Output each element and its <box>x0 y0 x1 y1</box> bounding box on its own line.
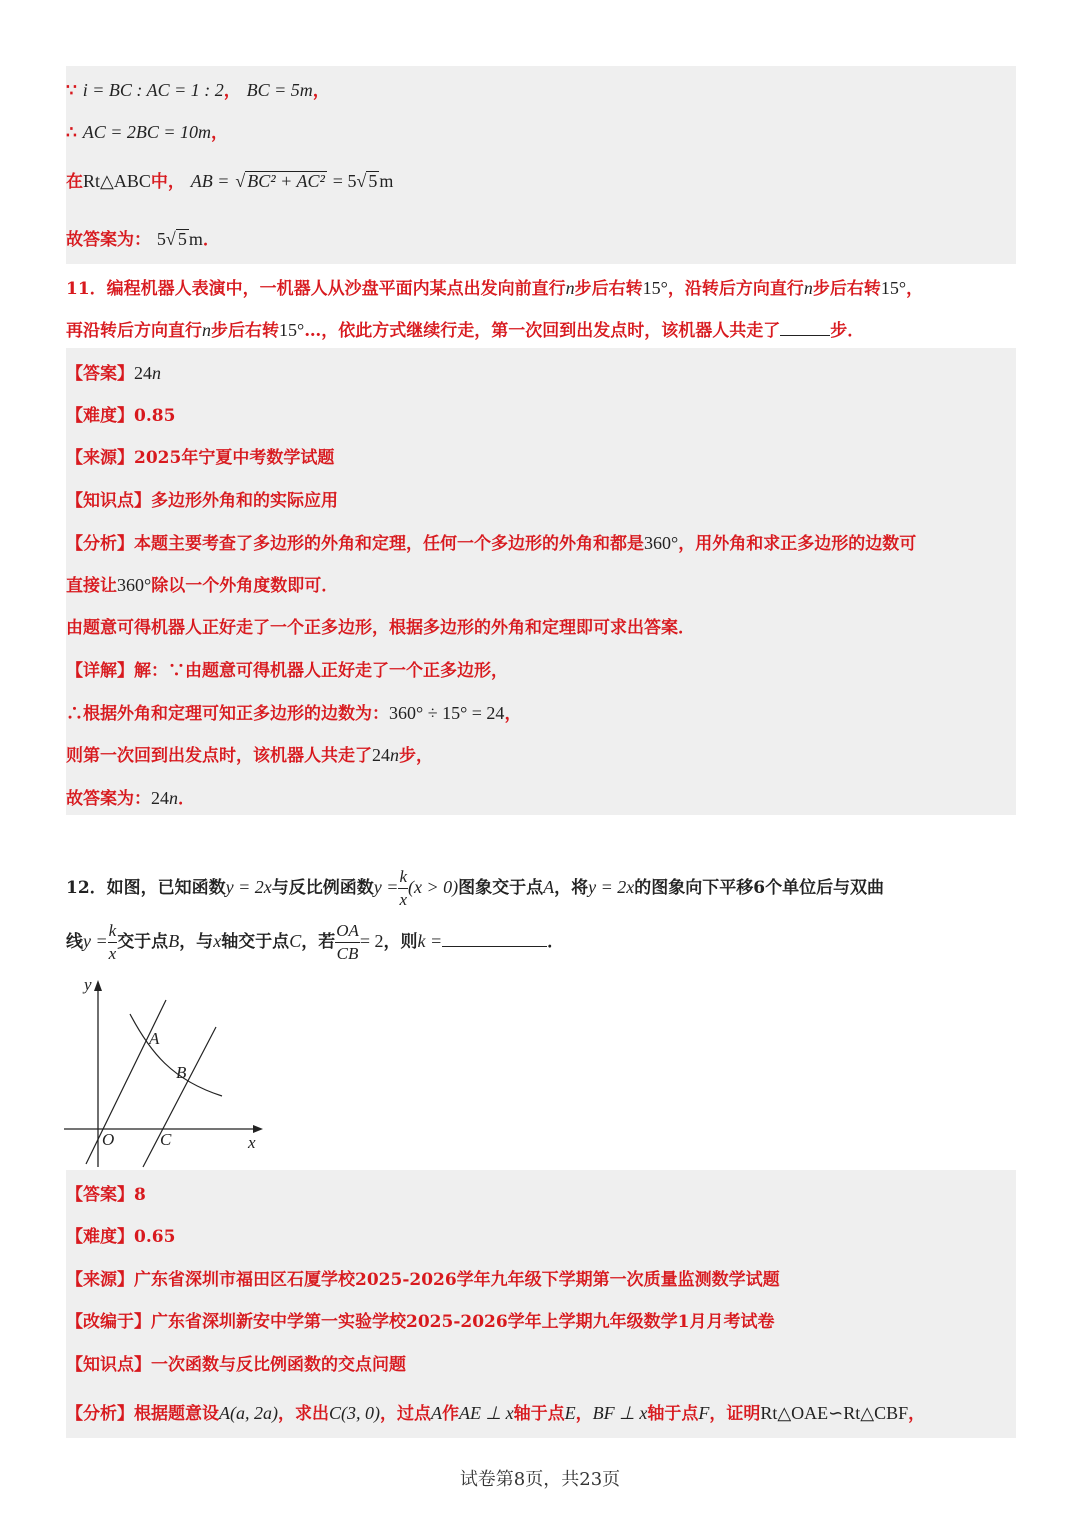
line-shifted <box>143 1027 216 1167</box>
y-axis-arrow <box>94 980 102 991</box>
prev-line-3: 在Rt△ABC中， AB = √ BC² + AC² = 5√ 5 m <box>66 171 394 192</box>
q11-answer: 【答案】24n <box>66 363 161 384</box>
q12-analysis: 【分析】根据题意设A(a, 2a)，求出C(3, 0)，过点A作AE ⊥ x轴于点E，BF ⊥ x轴于点F，证明Rt△OAE∽Rt△CBF， <box>66 1403 926 1424</box>
prev-line-2: ∴ AC = 2BC = 10m， <box>66 122 229 143</box>
q12-adapted-from: 【改编于】广东省深圳新安中学第一实验学校2025-2026学年上学期九年级数学1月月考试卷 <box>66 1312 775 1332</box>
q12-graph-figure <box>60 972 270 1172</box>
q12-fraction-k-over-x-2: $\frac{k}{x}$ <box>108 921 117 963</box>
label-origin: O <box>102 1130 115 1149</box>
q11-analysis-3: 由题意可得机器人正好走了一个正多边形，根据多边形的外角和定理即可求出答案． <box>66 618 695 638</box>
hyperbola-curve <box>130 1014 222 1096</box>
q11-detail-1: 【详解】解：∵由题意可得机器人正好走了一个正多边形， <box>66 661 508 681</box>
page-footer: 试卷第8页，共23页 <box>459 1469 621 1490</box>
q12-difficulty: 【难度】0.65 <box>66 1227 176 1247</box>
label-point-b: B <box>176 1063 187 1082</box>
prev-line-4: 故答案为： 5√ 5 m． <box>66 229 220 250</box>
q12-stem-line-1: 12．如图，已知函数y = 2x与反比例函数y = $\frac{k}{x}$ (x > 0)图象交于点A，将y = 2x的图象向下平移6个单位后与双曲 <box>66 867 885 909</box>
q11-analysis-2: 直接让360°除以一个外角度数即可． <box>66 575 339 596</box>
x-axis-arrow <box>253 1125 263 1133</box>
q11-analysis-1: 【分析】本题主要考查了多边形的外角和定理，任何一个多边形的外角和都是360°，用外角和求正多边形的边数可 <box>66 533 917 554</box>
label-y: y <box>84 975 92 994</box>
q11-stem-line-1: 11．编程机器人表演中，一机器人从沙盘平面内某点出发向前直行n步后右转15°，沿转后方向直行n步后右转15°， <box>66 278 924 299</box>
prev-line-1: ∵ i = BC : AC = 1 : 2， BC = 5m， <box>66 80 330 101</box>
q11-stem-line-2: 再沿转后方向直行n步后右转15°…，依此方式继续行走，第一次回到出发点时，该机器人共走了 步． <box>66 320 865 341</box>
q12-source: 【来源】广东省深圳市福田区石厦学校2025-2026学年九年级下学期第一次质量监测数学试题 <box>66 1270 780 1290</box>
q12-fraction-oa-over-cb: $\frac{OA}{CB}$ <box>336 921 359 963</box>
q11-knowledge: 【知识点】多边形外角和的实际应用 <box>66 491 338 511</box>
q11-difficulty: 【难度】0.85 <box>66 406 176 426</box>
q11-source: 【来源】2025年宁夏中考数学试题 <box>66 448 335 468</box>
q12-answer: 【答案】8 <box>66 1185 146 1205</box>
label-x: x <box>248 1133 256 1152</box>
q12-solution-block <box>66 1170 1016 1438</box>
q11-detail-2: ∴根据外角和定理可知正多边形的边数为：360° ÷ 15° = 24， <box>66 703 522 724</box>
q11-detail-3: 则第一次回到出发点时，该机器人共走了24n步， <box>66 745 433 766</box>
q12-fraction-k-over-x: $\frac{k}{x}$ <box>399 867 407 909</box>
label-point-c: C <box>160 1130 172 1149</box>
q11-final: 故答案为：24n． <box>66 788 195 809</box>
label-point-a: A <box>149 1029 160 1048</box>
q12-knowledge: 【知识点】一次函数与反比例函数的交点问题 <box>66 1355 406 1375</box>
q12-answer-blank <box>442 946 547 947</box>
q11-answer-blank <box>780 335 830 336</box>
q12-stem-line-2: 线y = $\frac{k}{x}$ 交于点B，与x轴交于点C，若 $\frac{OA}{CB}$ = 2，则k = ． <box>66 921 565 963</box>
